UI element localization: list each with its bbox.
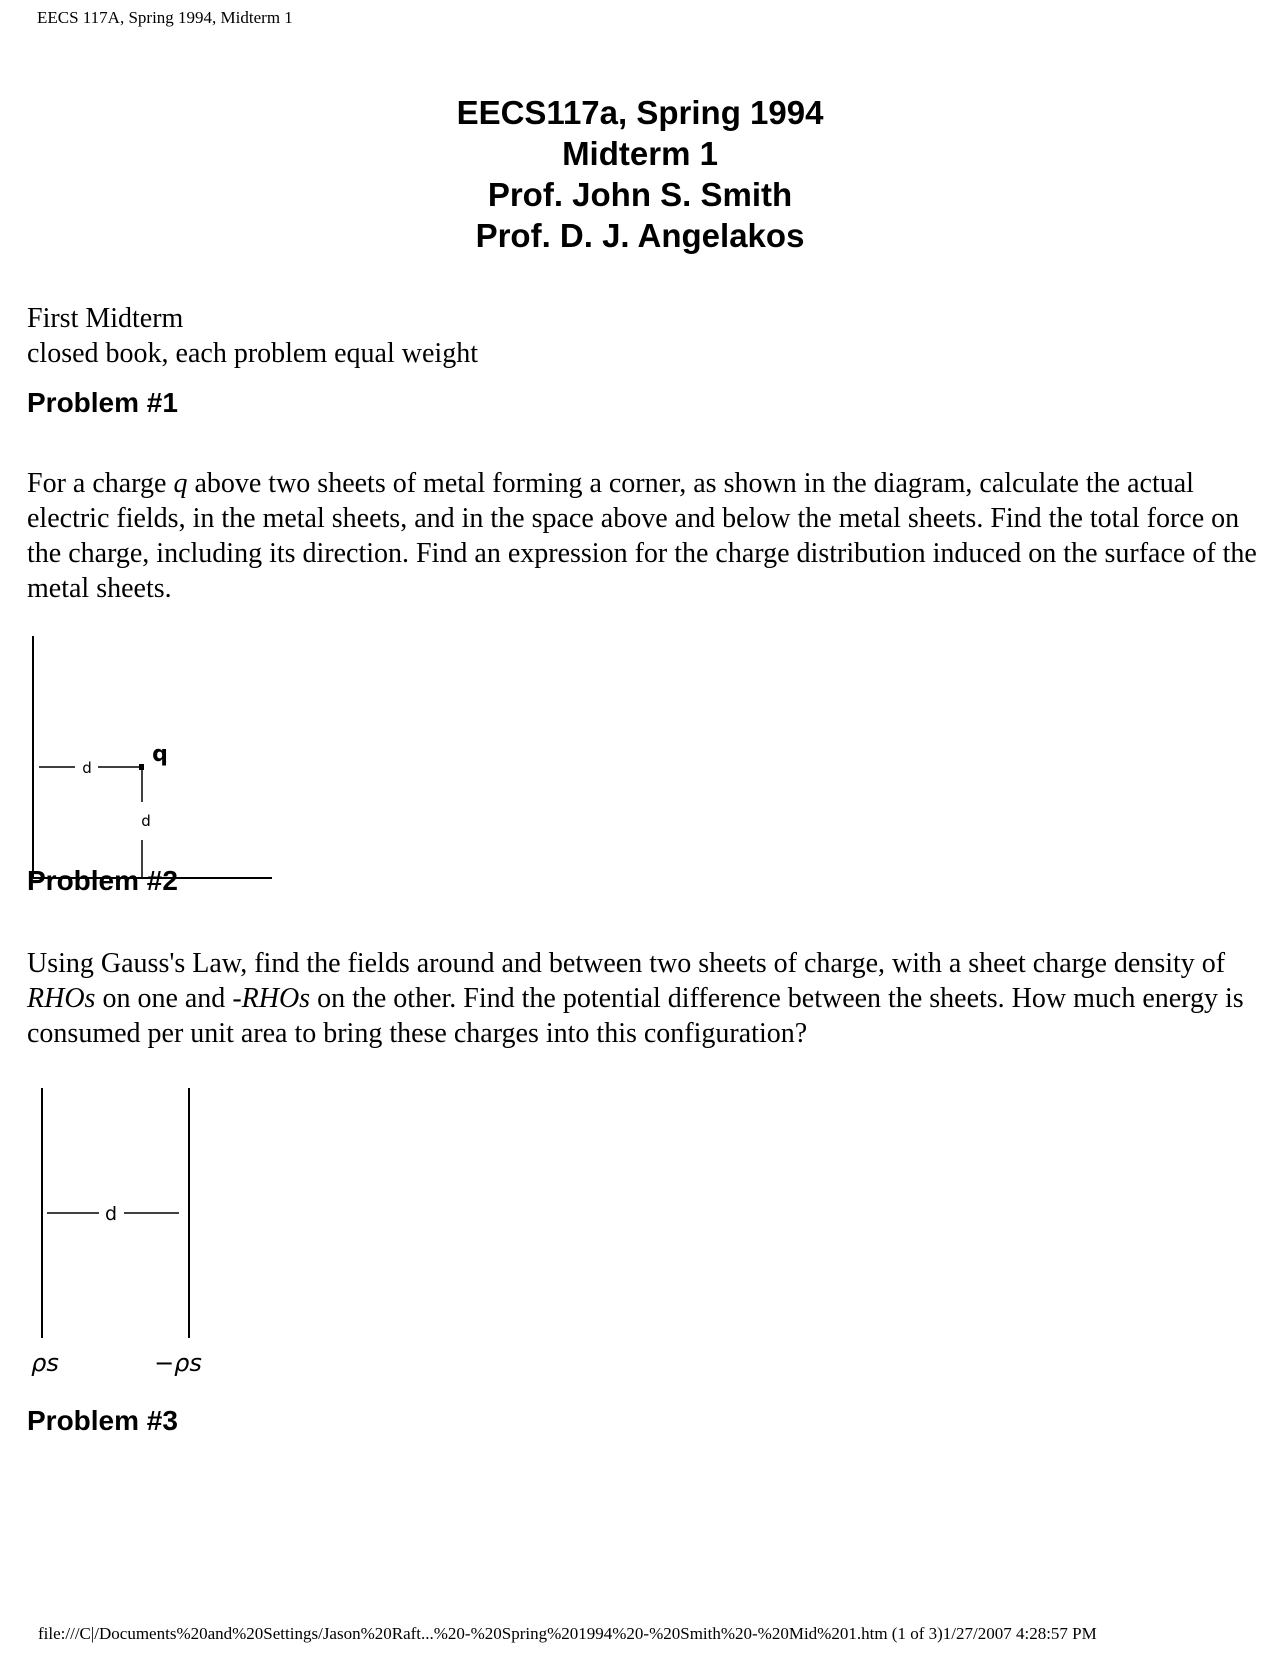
problem-2-heading: Problem #2 [27, 865, 178, 896]
problem-1-text-part: For a charge [27, 468, 174, 499]
title-professor-1: Prof. John S. Smith [487, 176, 793, 213]
problem-1-heading: Problem #1 [27, 387, 178, 418]
right-sheet-label: −ρs [154, 1349, 202, 1377]
problem-2-text [27, 946, 1262, 1051]
running-header: EECS 117A, Spring 1994, Midterm 1 [37, 8, 293, 27]
charge-point [139, 764, 144, 770]
parallel-sheets-figure [25, 1088, 225, 1378]
page-footer: file:///C|/Documents%20and%20Settings/Jason%20Raft...%20-%20Spring%201994%20-%20Smith%20-%20Mid%201.htm (1 of 3)1/27/2007 4:28:57 PM [38, 1624, 1097, 1643]
rho-negative-symbol: -RHOs [232, 983, 311, 1014]
page-title [0, 92, 1280, 256]
intro-line-1: First Midterm [27, 303, 184, 334]
problem-1-text [27, 466, 1262, 606]
charge-symbol: q [173, 468, 188, 499]
title-course: EECS117a, Spring 1994 [456, 94, 824, 131]
problem-2-text-part: on one and [95, 983, 233, 1014]
problem-2-text-part: on the other. Find the potential difference between the sheets. How much energy is consumed per unit area to bring these charges into this configuration? [27, 983, 1244, 1049]
rho-positive-symbol: RHOs [27, 983, 96, 1014]
problem-2-text-part: Using Gauss's Law, find the fields around and between two sheets of charge, with a sheet charge density of [27, 948, 1226, 979]
distance-label: d [104, 1203, 118, 1225]
left-sheet-label: ρs [31, 1349, 59, 1377]
problem-1-text-part: above two sheets of metal forming a corner, as shown in the diagram, calculate the actual electric fields, in the metal sheets, and in the space above and below the metal sheets. Find the total force on the charge, including its direction. Find an expression for the charge distribution induced on the surface of the metal sheets. [27, 468, 1257, 604]
corner-charge-figure [25, 636, 275, 886]
exam-intro [27, 301, 478, 371]
vertical-distance-label: d [141, 812, 151, 830]
horizontal-distance-label: d [82, 759, 92, 777]
intro-line-2: closed book, each problem equal weight [27, 338, 478, 369]
problem-3-heading: Problem #3 [27, 1405, 178, 1436]
title-professor-2: Prof. D. J. Angelakos [475, 217, 805, 254]
title-exam: Midterm 1 [562, 135, 718, 172]
charge-label: q [152, 742, 168, 767]
